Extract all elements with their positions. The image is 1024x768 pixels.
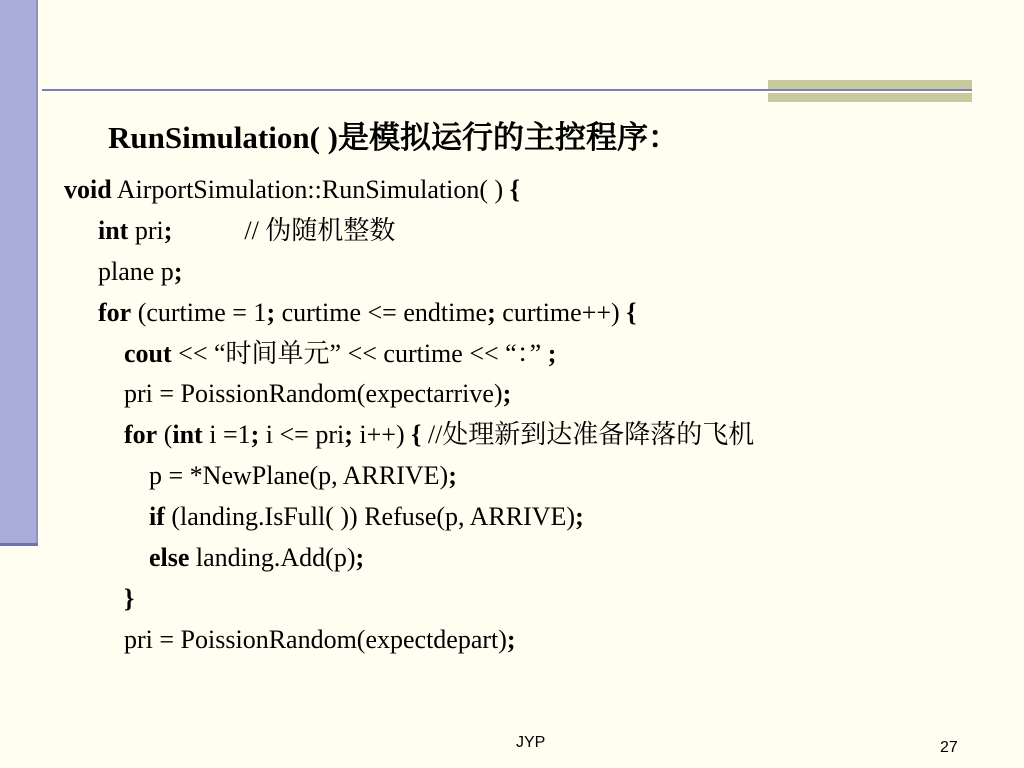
semicolon: ; [266,297,276,327]
keyword-int: int [98,215,129,245]
semicolon: ; [547,338,557,368]
keyword-void: void [64,175,112,204]
code-text: landing.Add(p) [189,543,356,573]
code-text: (landing.IsFull( )) Refuse(p, ARRIVE) [164,502,576,532]
code-line-3 [64,252,754,293]
corner-accent-top [768,80,972,89]
semicolon: ; [502,379,512,409]
code-text: pri [128,215,164,245]
keyword-else: else [149,543,190,573]
code-text: pri = PoissionRandom(expectarrive) [124,379,503,409]
semicolon: ; [575,502,584,532]
brace: } [124,583,135,613]
keyword-for: for [98,297,132,327]
code-text: curtime++) [495,297,627,327]
semicolon: ; [250,420,260,450]
code-line-12 [64,620,754,661]
code-comment: //处理新到达准备降落的飞机 [421,420,755,450]
code-comment: // 伪随机整数 [244,215,396,245]
code-text: AirportSimulation::RunSimulation( ) [111,175,510,204]
code-line-8 [64,456,754,497]
code-line-4 [64,293,754,334]
code-text: p = *NewPlane(p, ARRIVE) [149,461,449,491]
code-text: pri = PoissionRandom(expectdepart) [124,624,507,654]
top-divider-line [42,89,972,91]
code-text: i <= pri [259,420,345,450]
code-text: i++) [352,420,412,450]
left-accent-bar [0,0,38,545]
semicolon: ; [506,624,516,654]
code-text: plane p [98,256,174,286]
keyword-for: for [124,420,158,450]
semicolon: ; [173,256,183,286]
corner-accent-bottom [768,93,972,102]
semicolon: ; [487,297,496,327]
code-text: ( [157,420,173,450]
slide-number: 27 [940,739,958,756]
brace: { [626,297,637,327]
code-text: i =1 [202,420,251,450]
left-accent-bar-foot [0,543,38,546]
code-line-1 [64,170,754,211]
code-text: (curtime = 1 [131,297,267,327]
code-text: curtime <= endtime [275,297,488,327]
code-line-11 [64,579,754,620]
code-line-10 [64,538,754,579]
code-line-7 [64,415,754,456]
semicolon: ; [448,461,457,491]
keyword-int: int [172,420,203,450]
brace: { [411,420,422,450]
code-line-9 [64,497,754,538]
code-line-5 [64,334,754,375]
keyword-if: if [149,502,165,532]
footer-author: JYP [516,734,546,751]
code-line-2 [64,211,754,252]
slide-title: RunSimulation( )是模拟运行的主控程序： [108,120,679,155]
keyword-cout: cout [124,338,172,368]
semicolon: ; [355,543,365,573]
code-line-6 [64,374,754,415]
code-block [64,170,754,661]
semicolon: ; [344,420,353,450]
brace: { [509,175,520,204]
semicolon: ; [163,215,173,245]
code-text: << “时间单元” << curtime << “：” [171,338,548,368]
